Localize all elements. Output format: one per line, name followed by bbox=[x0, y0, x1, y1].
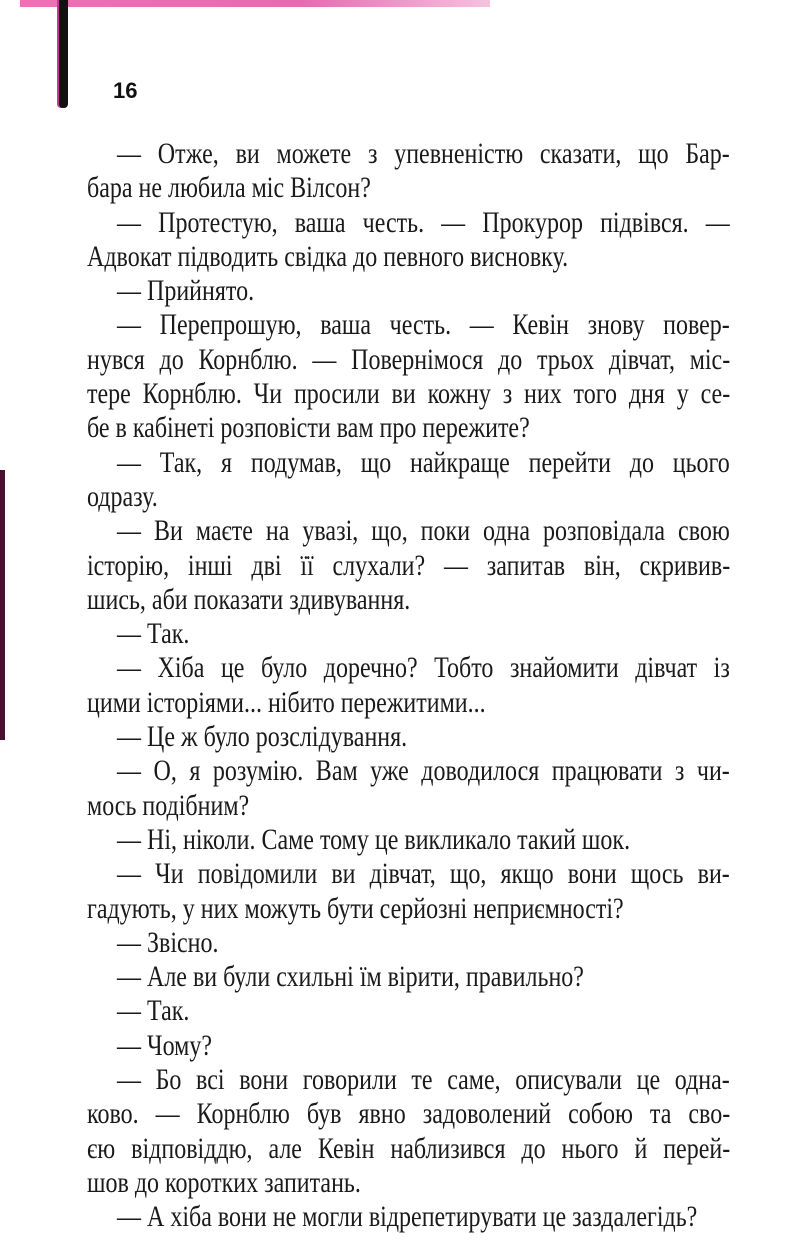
text-line-content: єю відповіддю, але Кевін наблизився до нього й перей- bbox=[87, 1131, 731, 1165]
text-line bbox=[87, 617, 730, 651]
text-line bbox=[87, 892, 730, 926]
text-line-content: мось подібним? bbox=[87, 788, 250, 822]
text-line-content: тере Корнблю. Чи просили ви кожну з них того дня у се- bbox=[87, 377, 731, 411]
binding-mark bbox=[59, 0, 68, 108]
text-line bbox=[87, 651, 730, 685]
text-line-content: — Хіба це було доречно? Тобто знайомити дівчат із bbox=[117, 651, 730, 685]
text-line bbox=[87, 1200, 730, 1234]
text-line-content: гадують, у них можуть бути серйозні неприємності? bbox=[87, 891, 624, 925]
text-line-content: — Так. bbox=[117, 994, 190, 1028]
text-line-content: — Ви маєте на увазі, що, поки одна розповідала свою bbox=[117, 514, 730, 548]
text-line bbox=[87, 754, 730, 788]
text-line bbox=[87, 377, 730, 411]
text-line bbox=[87, 686, 730, 720]
text-line-content: — Але ви були схильні їм вірити, правильно? bbox=[117, 960, 584, 994]
text-line bbox=[87, 857, 730, 891]
text-line-content: — Бо всі вони говорили те саме, описували це одна- bbox=[117, 1063, 730, 1097]
text-line-content: ково. — Корнблю був явно задоволений собою та сво- bbox=[87, 1097, 731, 1131]
text-line bbox=[87, 926, 730, 960]
text-line-content: — Так. bbox=[117, 617, 190, 651]
text-line bbox=[87, 1132, 730, 1166]
text-line-content: одразу. bbox=[87, 479, 158, 513]
text-line bbox=[87, 137, 730, 171]
text-line bbox=[87, 994, 730, 1028]
text-line-content: — А хіба вони не могли відрепетирувати це заздалегідь? bbox=[117, 1200, 698, 1234]
text-line-content: — О, я розумію. Вам уже доводилося працювати з чи- bbox=[117, 754, 730, 788]
text-line bbox=[87, 1029, 730, 1063]
text-line-content: бе в кабінеті розповісти вам про пережите? bbox=[87, 411, 530, 445]
text-line-content: — Отже, ви можете з упевненістю сказати, що Бар- bbox=[117, 137, 730, 170]
text-line-content: нувся до Корнблю. — Повернімося до трьох дівчат, міс- bbox=[87, 342, 731, 376]
text-line bbox=[87, 274, 730, 308]
text-line-content: — Прийнято. bbox=[117, 274, 255, 308]
text-line-content: історію, інші дві її слухали? — запитав він, скривив- bbox=[87, 548, 731, 582]
page-number: 16 bbox=[113, 78, 138, 103]
text-line-content: — Перепрошую, ваша честь. — Кевін знову повер- bbox=[117, 308, 730, 342]
text-line bbox=[87, 583, 730, 617]
text-line bbox=[87, 171, 730, 205]
text-line-content: шись, аби показати здивування. bbox=[87, 582, 411, 616]
text-line-content: — Так, я подумав, що найкраще перейти до цього bbox=[117, 445, 730, 479]
text-line-content: цими історіями... нібито пережитими... bbox=[87, 685, 486, 719]
text-line-content: — Ні, ніколи. Саме тому це викликало такий шок. bbox=[117, 822, 631, 856]
text-line bbox=[87, 240, 730, 274]
text-line-content: Адвокат підводить свідка до певного висновку. bbox=[87, 239, 569, 273]
text-line-content: шов до коротких запитань. bbox=[87, 1165, 361, 1199]
text-line bbox=[87, 343, 730, 377]
text-line bbox=[87, 514, 730, 548]
text-line-content: — Чи повідомили ви дівчат, що, якщо вони щось ви- bbox=[117, 857, 730, 891]
text-line-content: — Звісно. bbox=[117, 925, 219, 959]
text-line bbox=[87, 1166, 730, 1200]
text-line bbox=[87, 720, 730, 754]
text-line-content: — Це ж було розслідування. bbox=[117, 720, 408, 754]
text-line bbox=[87, 446, 730, 480]
scan-edge-strip bbox=[20, 0, 490, 7]
text-line bbox=[87, 1097, 730, 1131]
text-line bbox=[87, 308, 730, 342]
text-line bbox=[87, 411, 730, 445]
text-line bbox=[87, 1063, 730, 1097]
text-line bbox=[87, 789, 730, 823]
text-line bbox=[87, 960, 730, 994]
text-line bbox=[87, 206, 730, 240]
text-line-content: — Протестую, ваша честь. — Прокурор підвівся. — bbox=[117, 205, 730, 239]
text-line-content: — Чому? bbox=[117, 1028, 212, 1062]
body-text bbox=[87, 137, 730, 1235]
page-edge-shadow bbox=[0, 470, 5, 740]
text-line-content: бара не любила міс Вілсон? bbox=[87, 171, 371, 205]
text-line bbox=[87, 480, 730, 514]
text-line bbox=[87, 823, 730, 857]
text-line bbox=[87, 549, 730, 583]
